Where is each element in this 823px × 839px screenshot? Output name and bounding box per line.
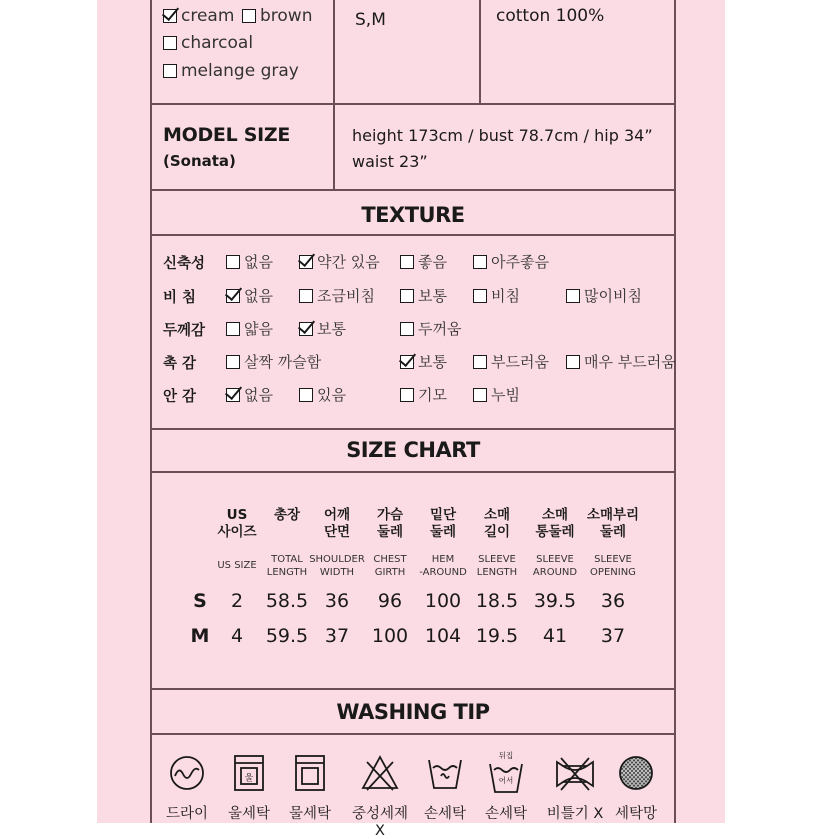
color-option-4-checkbox[interactable] bbox=[163, 64, 177, 78]
washing-icon-label: 손세탁 bbox=[484, 806, 528, 822]
header-ko-line2: 둘레 bbox=[599, 524, 627, 540]
washing-icon-label: 비틀기 X bbox=[546, 806, 604, 822]
color-option-3-checkbox[interactable] bbox=[163, 36, 177, 50]
no-neutral-detergent-icon bbox=[360, 752, 400, 794]
color-option-4[interactable] bbox=[163, 61, 299, 81]
divider-sizechart-end bbox=[150, 688, 676, 690]
divider-texture-header bbox=[150, 234, 676, 236]
texture-option[interactable] bbox=[299, 384, 346, 405]
washing-icon-label: 물세탁 bbox=[288, 806, 332, 822]
size-chart-header-en bbox=[578, 553, 648, 579]
size-chart-cell: 100 bbox=[424, 590, 462, 612]
texture-option-label: 보통 bbox=[317, 320, 346, 338]
no-wringing-icon bbox=[555, 752, 595, 794]
hand-wash-inside-out-icon bbox=[486, 752, 526, 794]
texture-option[interactable] bbox=[400, 251, 447, 272]
texture-option[interactable] bbox=[299, 318, 346, 339]
header-en-line2: LENGTH bbox=[266, 567, 308, 578]
water-wash-icon bbox=[290, 752, 330, 794]
header-en-line2: AROUND bbox=[532, 567, 578, 578]
header-en-line2: LENGTH bbox=[476, 567, 518, 578]
header-ko-line1: 가슴 bbox=[376, 507, 404, 523]
texture-option-label: 약간 있음 bbox=[317, 253, 380, 271]
texture-option-label: 조금비침 bbox=[317, 287, 375, 305]
size-chart-cell: 36 bbox=[600, 590, 626, 612]
texture-option-label: 좋음 bbox=[418, 253, 447, 271]
header-en-line1: US SIZE bbox=[217, 560, 257, 571]
size-chart-cell: 18.5 bbox=[475, 590, 519, 612]
model-measurements-line1: height 173cm / bust 78.7cm / hip 34” bbox=[352, 126, 653, 145]
size-chart-cell: 2 bbox=[230, 590, 244, 612]
header-ko-line2: 단면 bbox=[323, 524, 351, 540]
size-chart-header-ko bbox=[578, 507, 648, 541]
texture-row-label: 신축성 bbox=[163, 256, 206, 272]
size-chart-cell: 37 bbox=[600, 625, 626, 647]
texture-option-checkbox[interactable] bbox=[473, 355, 487, 369]
fabric-value: cotton 100% bbox=[496, 6, 605, 26]
header-en-line1: SLEEVE bbox=[478, 554, 516, 565]
texture-option[interactable] bbox=[473, 285, 520, 306]
texture-option[interactable] bbox=[226, 384, 273, 405]
laundry-net-icon bbox=[616, 752, 656, 794]
size-chart-cell: 96 bbox=[377, 590, 403, 612]
svg-text:어서: 어서 bbox=[498, 776, 514, 785]
color-option-1-label: cream bbox=[181, 6, 235, 26]
header-en-line2: GIRTH bbox=[374, 567, 406, 578]
texture-option-label: 보통 bbox=[418, 287, 447, 305]
texture-option-checkbox[interactable] bbox=[226, 289, 240, 303]
header-ko-line2: 통둘레 bbox=[535, 524, 575, 540]
size-chart-title: SIZE CHART bbox=[346, 438, 480, 462]
size-chart-cell: 39.5 bbox=[533, 590, 577, 612]
texture-option-label: 살짝 까슬함 bbox=[244, 353, 322, 371]
texture-option[interactable] bbox=[226, 318, 273, 339]
header-en-line1: SLEEVE bbox=[536, 554, 574, 565]
header-en-line1: TOTAL bbox=[271, 554, 303, 565]
texture-option[interactable] bbox=[299, 251, 380, 272]
texture-option-checkbox[interactable] bbox=[400, 289, 414, 303]
size-chart-cell: 59.5 bbox=[265, 625, 309, 647]
washing-icon-label: 중성세제 X bbox=[351, 806, 409, 839]
size-chart-cell: 104 bbox=[424, 625, 462, 647]
texture-option[interactable] bbox=[473, 384, 520, 405]
washing-tip-title: WASHING TIP bbox=[336, 700, 490, 724]
texture-option[interactable] bbox=[226, 351, 321, 372]
texture-title: TEXTURE bbox=[361, 203, 465, 227]
header-ko-line2: 둘레 bbox=[376, 524, 404, 540]
texture-option-checkbox[interactable] bbox=[400, 355, 414, 369]
texture-option-checkbox[interactable] bbox=[473, 388, 487, 402]
header-ko-line1: 소매부리 bbox=[586, 507, 640, 523]
texture-option-checkbox[interactable] bbox=[226, 322, 240, 336]
texture-option-label: 보통 bbox=[418, 353, 447, 371]
texture-option-checkbox[interactable] bbox=[566, 289, 580, 303]
texture-option-checkbox[interactable] bbox=[226, 355, 240, 369]
wool-wash-icon bbox=[229, 752, 269, 794]
texture-option-checkbox[interactable] bbox=[226, 388, 240, 402]
size-chart-cell: 19.5 bbox=[475, 625, 519, 647]
texture-option-checkbox[interactable] bbox=[473, 289, 487, 303]
color-option-3[interactable] bbox=[163, 33, 253, 53]
header-en-line1: CHEST bbox=[373, 554, 407, 565]
header-ko-line1: 총장 bbox=[273, 507, 301, 523]
texture-option-checkbox[interactable] bbox=[299, 388, 313, 402]
header-ko-line1: 소매 bbox=[541, 507, 569, 523]
model-measurements-line2: waist 23” bbox=[352, 152, 428, 171]
divider-row2 bbox=[150, 189, 676, 191]
hand-wash-icon bbox=[425, 752, 465, 794]
texture-row-label: 촉 감 bbox=[163, 356, 197, 372]
header-ko-line1: 어깨 bbox=[323, 507, 351, 523]
header-en-line2: -AROUND bbox=[419, 567, 467, 578]
color-option-2[interactable] bbox=[242, 6, 313, 26]
divider-col1 bbox=[333, 0, 335, 190]
texture-option-checkbox[interactable] bbox=[400, 322, 414, 336]
size-chart-row-size: M bbox=[190, 625, 210, 647]
size-chart-cell: 4 bbox=[230, 625, 244, 647]
header-ko-line1: 밑단 bbox=[429, 507, 457, 523]
size-chart-row-size: S bbox=[193, 590, 207, 612]
model-name: (Sonata) bbox=[163, 152, 236, 170]
divider-washing-header bbox=[150, 733, 676, 735]
texture-option-label: 얇음 bbox=[244, 320, 273, 338]
color-option-1[interactable] bbox=[163, 6, 234, 26]
texture-option-label: 누빔 bbox=[491, 386, 520, 404]
texture-option-checkbox[interactable] bbox=[299, 255, 313, 269]
texture-option-label: 비침 bbox=[491, 287, 520, 305]
header-ko-line2: 길이 bbox=[483, 524, 511, 540]
svg-text:뒤집: 뒤집 bbox=[498, 751, 514, 760]
size-chart-cell: 36 bbox=[324, 590, 350, 612]
washing-icon-label: 울세탁 bbox=[227, 806, 271, 822]
size-chart-cell: 58.5 bbox=[265, 590, 309, 612]
texture-option-checkbox[interactable] bbox=[299, 322, 313, 336]
texture-row-label: 비 침 bbox=[163, 290, 197, 306]
texture-option-label: 없음 bbox=[244, 386, 273, 404]
texture-option[interactable] bbox=[473, 251, 549, 272]
svg-text:울: 울 bbox=[244, 773, 254, 784]
header-en-line1: SLEEVE bbox=[594, 554, 632, 565]
texture-option[interactable] bbox=[566, 351, 676, 372]
divider-texture-end bbox=[150, 428, 676, 430]
texture-option-label: 있음 bbox=[317, 386, 346, 404]
divider-sizechart-header bbox=[150, 471, 676, 473]
texture-option[interactable] bbox=[473, 351, 549, 372]
header-ko-line2: 사이즈 bbox=[217, 524, 257, 540]
divider-col2 bbox=[479, 0, 481, 104]
texture-row-label: 두께감 bbox=[163, 323, 206, 339]
texture-option-label: 매우 부드러움 bbox=[584, 353, 676, 371]
texture-option-checkbox[interactable] bbox=[566, 355, 580, 369]
header-en-line2: WIDTH bbox=[319, 567, 355, 578]
header-en-line1: HEM bbox=[431, 554, 455, 565]
texture-option[interactable] bbox=[299, 285, 375, 306]
texture-option[interactable] bbox=[400, 318, 461, 339]
header-ko-line1: 소매 bbox=[483, 507, 511, 523]
texture-option-checkbox[interactable] bbox=[400, 255, 414, 269]
header-ko-line2: 둘레 bbox=[429, 524, 457, 540]
texture-option-label: 없음 bbox=[244, 253, 273, 271]
size-chart-cell: 100 bbox=[371, 625, 409, 647]
washing-icon-label: 손세탁 bbox=[423, 806, 467, 822]
size-chart-cell: 41 bbox=[542, 625, 568, 647]
texture-option[interactable] bbox=[400, 351, 447, 372]
texture-option-checkbox[interactable] bbox=[400, 388, 414, 402]
texture-option[interactable] bbox=[566, 285, 642, 306]
size-value: S,M bbox=[355, 10, 386, 30]
texture-option[interactable] bbox=[226, 251, 273, 272]
dry-clean-icon bbox=[167, 752, 207, 794]
header-en-line1: SHOULDER bbox=[309, 554, 365, 565]
color-option-3-label: charcoal bbox=[181, 33, 254, 53]
texture-option-label: 아주좋음 bbox=[491, 253, 549, 271]
texture-option-checkbox[interactable] bbox=[473, 255, 487, 269]
header-en-line2: OPENING bbox=[590, 567, 636, 578]
header-ko-line1: US bbox=[226, 507, 248, 523]
model-size-label: MODEL SIZE bbox=[163, 124, 291, 146]
texture-option-label: 기모 bbox=[418, 386, 447, 404]
size-chart-cell: 37 bbox=[324, 625, 350, 647]
texture-option[interactable] bbox=[400, 285, 447, 306]
texture-row-label: 안 감 bbox=[163, 389, 197, 405]
texture-option[interactable] bbox=[226, 285, 273, 306]
color-option-2-label: brown bbox=[260, 6, 313, 26]
washing-icon-label: 세탁망 bbox=[614, 806, 658, 822]
texture-option-label: 많이비침 bbox=[584, 287, 642, 305]
texture-option[interactable] bbox=[400, 384, 447, 405]
color-option-1-checkbox[interactable] bbox=[163, 9, 177, 23]
color-option-2-checkbox[interactable] bbox=[242, 9, 256, 23]
texture-option-checkbox[interactable] bbox=[226, 255, 240, 269]
divider-row1 bbox=[150, 103, 676, 105]
color-option-4-label: melange gray bbox=[181, 61, 299, 81]
texture-option-label: 부드러움 bbox=[491, 353, 549, 371]
washing-icon-label: 드라이 bbox=[165, 806, 209, 822]
texture-option-label: 두꺼움 bbox=[418, 320, 462, 338]
texture-option-label: 없음 bbox=[244, 287, 273, 305]
texture-option-checkbox[interactable] bbox=[299, 289, 313, 303]
